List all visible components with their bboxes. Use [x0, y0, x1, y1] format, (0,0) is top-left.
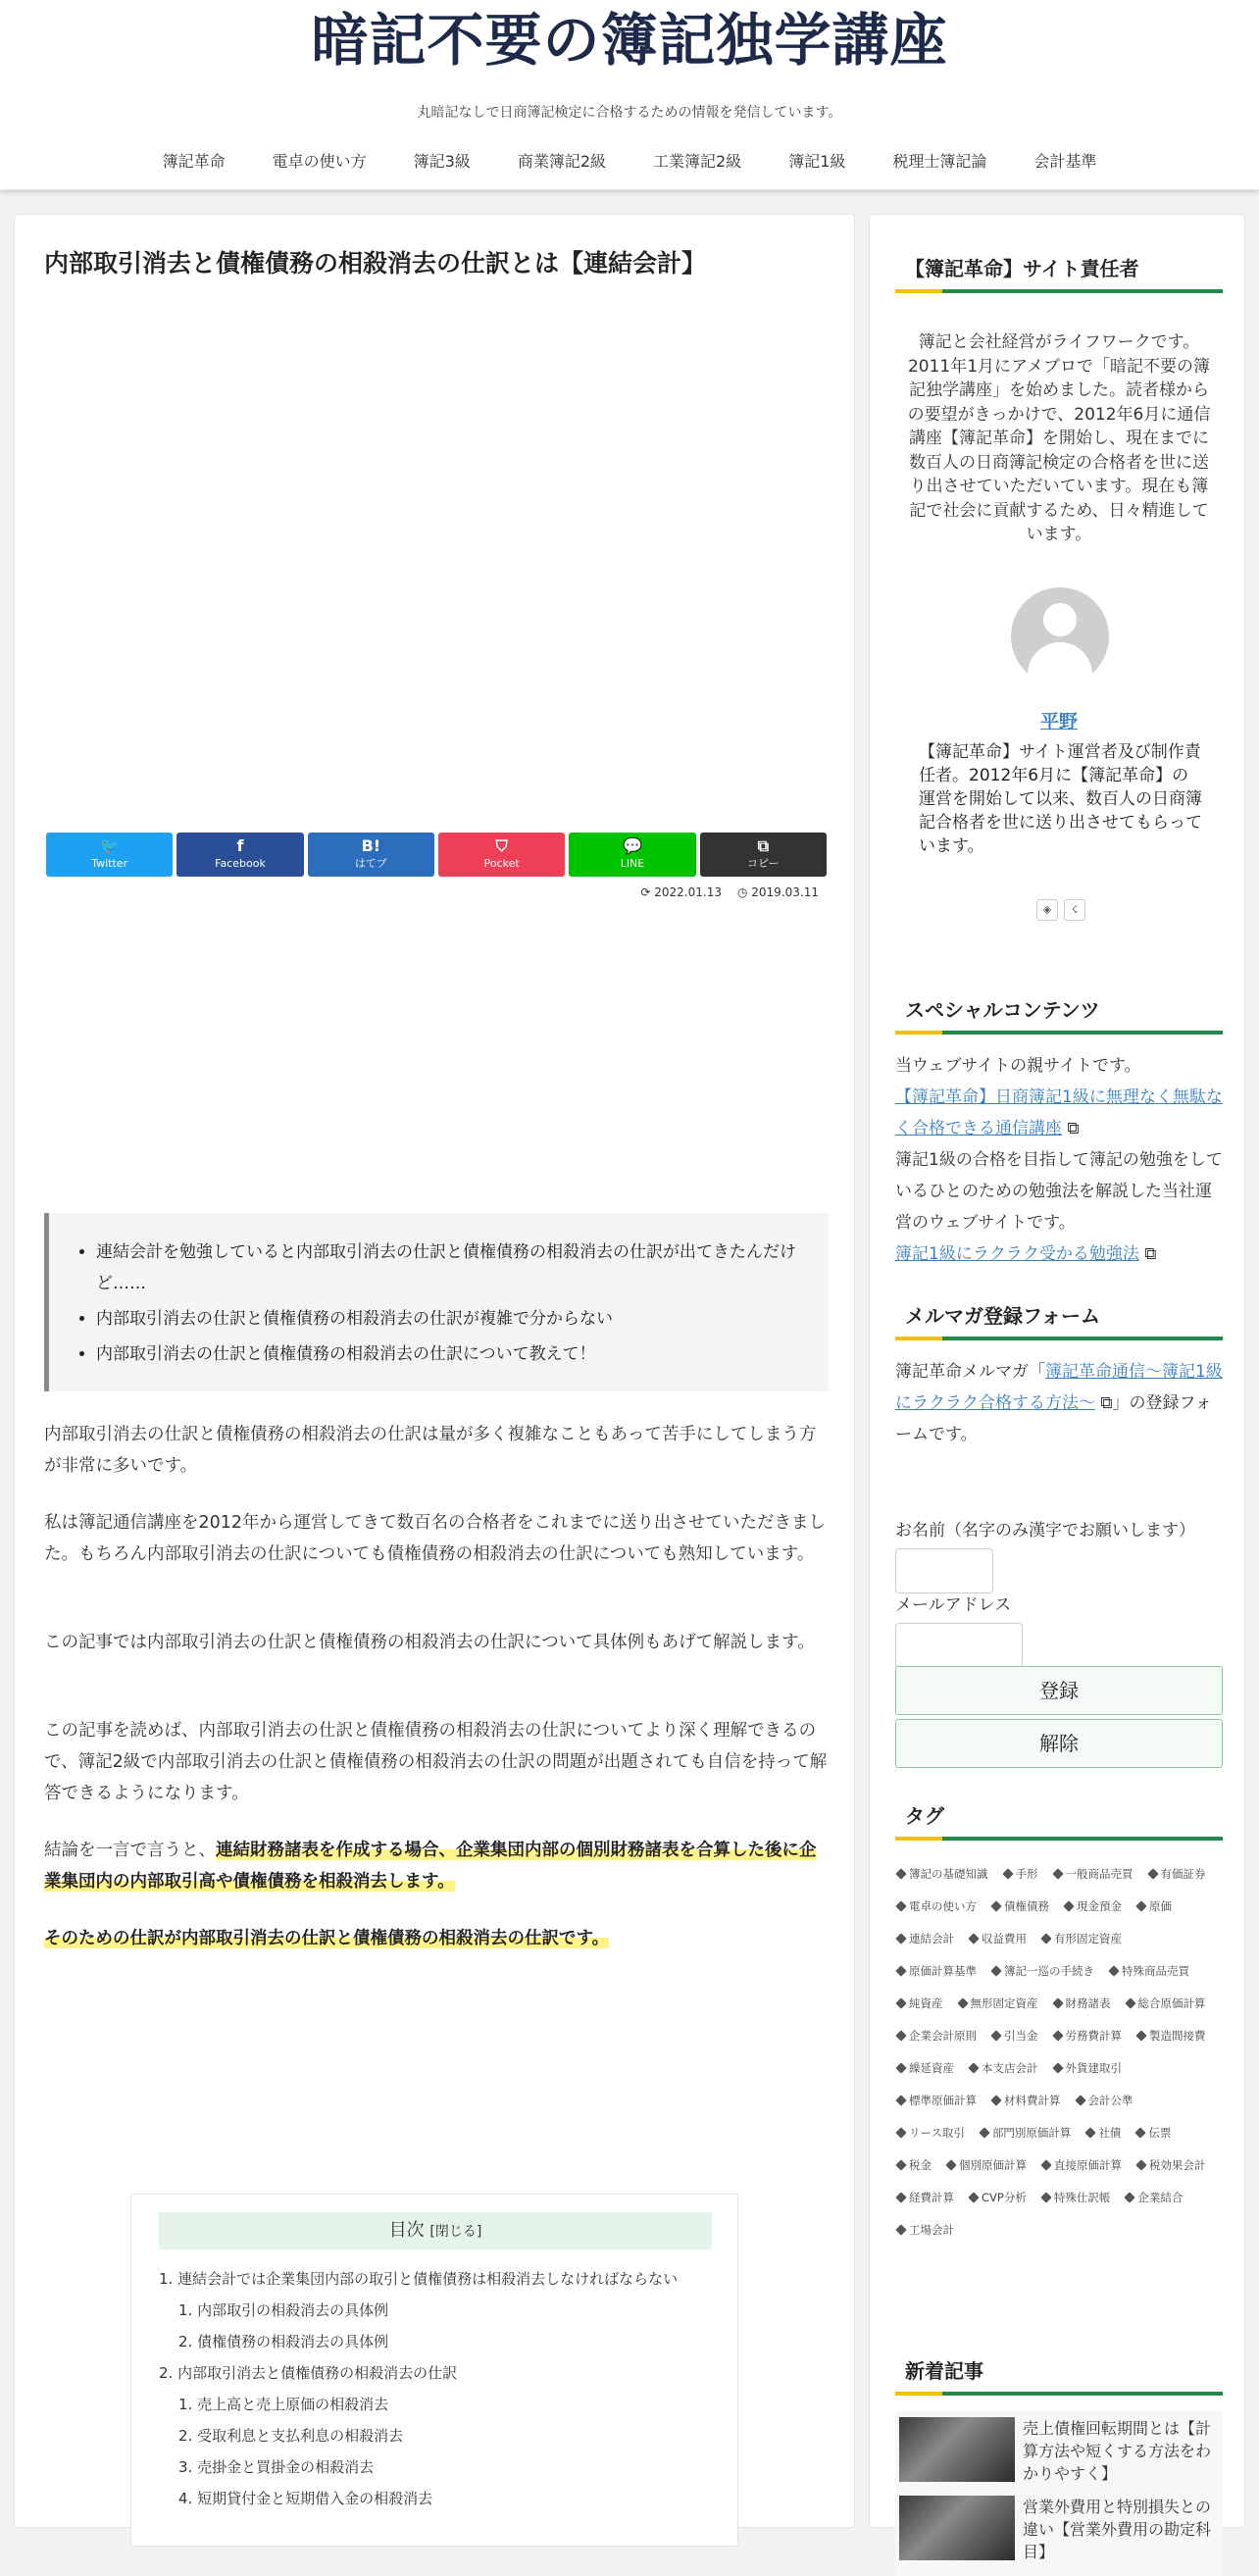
nav-item[interactable]: 工業簿記2級: [653, 152, 742, 171]
tag-link[interactable]: 繰延資産: [893, 2052, 962, 2085]
tag-link[interactable]: 有価証券: [1145, 1858, 1214, 1891]
tag-link[interactable]: 収益費用: [966, 1923, 1034, 1955]
tag-link[interactable]: 引当金: [988, 2020, 1046, 2052]
tag-link[interactable]: 個別原価計算: [943, 2149, 1034, 2182]
author-name-link[interactable]: 平野: [1039, 711, 1078, 732]
tag-link[interactable]: CVP分析: [966, 2182, 1034, 2214]
tag-link[interactable]: 外貨建取引: [1050, 2052, 1131, 2085]
profile-icons: [1036, 899, 1085, 921]
toc-title: 目次 [閉じる]: [159, 2212, 712, 2249]
toc-item[interactable]: 4. 短期貸付金と短期借入金の相殺消去: [178, 2490, 433, 2507]
feedly-icon[interactable]: ◈: [1036, 899, 1058, 921]
sns-label: Twitter: [91, 857, 128, 870]
article-thumbnail: [899, 2417, 1015, 2482]
toc-item[interactable]: 2. 受取利息と支払利息の相殺消去: [178, 2427, 404, 2445]
widget-title-tags: タグ: [895, 1797, 1223, 1841]
updated-date: ⟳ 2022.01.13: [640, 885, 722, 899]
tag-link[interactable]: 簿記の基礎知識: [893, 1858, 996, 1891]
author-avatar: [1011, 587, 1109, 685]
sns-share-buttons: [46, 833, 827, 877]
name-label: お名前（名字のみ漢字でお願いします）: [895, 1521, 1195, 1541]
tag-link[interactable]: 純資産: [893, 1988, 951, 2020]
paragraph: この記事では内部取引消去の仕訳と債権債務の相殺消去の仕訳について具体例もあげて解説します。: [44, 1633, 815, 1652]
widget-title-new: 新着記事: [895, 2352, 1223, 2396]
author-description: 【簿記革命】サイト運営者及び制作責任者。2012年6月に【簿記革命】の運営を開始して以来、数百人の日商簿記合格者を世に送り出させてもらっています。: [919, 742, 1202, 856]
line-share-button[interactable]: [569, 833, 695, 877]
site-tagline: 丸暗記なしで日商簿記検定に合格するための情報を発信しています。: [417, 105, 842, 121]
tag-link[interactable]: 財務諸表: [1050, 1988, 1119, 2020]
tag-link[interactable]: 債権債務: [988, 1891, 1057, 1923]
line-icon: 💬: [623, 836, 642, 855]
external-link-icon: ⧉: [1095, 1393, 1113, 1413]
toc-item[interactable]: 1. 売上高と売上原価の相殺消去: [178, 2396, 389, 2413]
new-article-item[interactable]: [895, 2490, 1223, 2576]
tag-link[interactable]: 電卓の使い方: [893, 1891, 984, 1923]
hatena-share-button[interactable]: [308, 833, 434, 877]
tag-link[interactable]: 企業結合: [1122, 2182, 1190, 2214]
tag-link[interactable]: 一般商品売買: [1050, 1858, 1141, 1891]
new-article-title[interactable]: 営業外費用と特別損失との違い【営業外費用の勘定科目】: [1023, 2498, 1212, 2561]
tag-link[interactable]: 現金預金: [1061, 1891, 1130, 1923]
facebook-share-button[interactable]: [176, 833, 303, 877]
tag-link[interactable]: 労務費計算: [1050, 2020, 1131, 2052]
site-header: [0, 0, 1259, 137]
pocket-icon: ⛉: [495, 836, 508, 855]
tag-link[interactable]: 社債: [1083, 2117, 1129, 2149]
toc-item[interactable]: 2. 債権債務の相殺消去の具体例: [178, 2333, 389, 2350]
tag-link[interactable]: 原価計算基準: [893, 1955, 984, 1988]
register-button[interactable]: 登録: [895, 1666, 1223, 1715]
published-date: ◷ 2019.03.11: [736, 885, 819, 899]
quote-item: • 内部取引消去の仕訳と債権債務の相殺消去の仕訳が複雑で分からない: [96, 1303, 812, 1335]
tag-link[interactable]: 部門別原価計算: [977, 2117, 1080, 2149]
tag-link[interactable]: 本支店会計: [966, 2052, 1046, 2085]
toc-item[interactable]: 1. 連結会計では企業集団内部の取引と債権債務は相殺消去しなければならない: [159, 2270, 679, 2288]
tag-link[interactable]: リース取引: [893, 2117, 973, 2149]
new-article-item[interactable]: [895, 2411, 1223, 2498]
tag-link[interactable]: 伝票: [1133, 2117, 1179, 2149]
tag-link[interactable]: 税効果会計: [1133, 2149, 1214, 2182]
twitter-icon: 🐦: [99, 836, 120, 855]
tag-link[interactable]: 税金: [893, 2149, 939, 2182]
twitter-share-button[interactable]: [46, 833, 173, 877]
tag-link[interactable]: 工場会計: [893, 2214, 962, 2247]
conclusion-paragraph: 結論を一言で言うと、連結財務諸表を作成する場合、企業集団内部の個別財務諸表を合算した後に企業集団内の内部取引高や債権債務を相殺消去します。: [44, 1841, 817, 1892]
sns-label: Facebook: [215, 857, 266, 870]
special-link-study[interactable]: 簿記1級にラクラク受かる勉強法: [895, 1244, 1139, 1264]
tag-link[interactable]: 企業会計原則: [893, 2020, 984, 2052]
toc-toggle[interactable]: [閉じる]: [429, 2224, 482, 2240]
global-nav: [0, 137, 1259, 190]
sns-label: コピー: [747, 857, 780, 870]
profile-text: 簿記と会社経営がライフワークです。2011年1月にアメブロで「暗記不要の簿記独学講座」を始めました。読者様からの要望がきっかけで、2012年6月に通信講座【簿記革命】を開始し、現在までに数百人の日商簿記検定の合格者を世に送り出させていただいています。現在も簿記で社会に貢献するため、日々精進しています。: [907, 332, 1211, 544]
tag-link[interactable]: 材料費計算: [988, 2085, 1069, 2117]
tag-link[interactable]: 総合原価計算: [1123, 1988, 1214, 2020]
mailmag-intro: 簿記革命メルマガ「簿記革命通信～簿記1級にラクラク合格する方法～ ⧉」の登録フォームです。: [895, 1362, 1223, 1444]
paragraph: この記事を読めば、内部取引消去の仕訳と債権債務の相殺消去の仕訳についてより深く理解できるので、簿記2級で内部取引消去の仕訳と債権債務の相殺消去の仕訳の問題が出題されても自信を持って解答できるようになります。: [44, 1721, 828, 1803]
tag-link[interactable]: 原価: [1133, 1891, 1180, 1923]
entry-title: 内部取引消去と債権債務の相殺消去の仕訳とは【連結会計】: [44, 249, 707, 278]
facebook-icon: f: [236, 836, 244, 855]
tag-link[interactable]: 経費計算: [893, 2182, 962, 2214]
name-input[interactable]: [895, 1548, 993, 1593]
sns-label: LINE: [620, 857, 645, 870]
widget-title-profile: 【簿記革命】サイト責任者: [895, 250, 1223, 293]
paragraph: 内部取引消去の仕訳と債権債務の相殺消去の仕訳は量が多く複雑なこともあって苦手にしてしまう方が非常に多いです。: [44, 1425, 817, 1476]
highlight-text: 連結財務諸表を作成する場合、企業集団内部の個別財務諸表を合算した後に企業集団内の内部取引高や債権債務を相殺消去します。: [44, 1841, 817, 1892]
tag-link[interactable]: 会計公準: [1073, 2085, 1141, 2117]
new-article-title[interactable]: 売上債権回転期間とは【計算方法や短くする方法をわかりやすく】: [1023, 2419, 1212, 2483]
table-of-contents: [130, 2194, 738, 2547]
nav-item[interactable]: 会計基準: [1033, 152, 1097, 171]
tag-link[interactable]: 直接原価計算: [1038, 2149, 1130, 2182]
copy-icon: ⧉: [757, 836, 770, 855]
copy-button[interactable]: [700, 833, 827, 877]
nav-item[interactable]: 税理士簿記論: [892, 152, 987, 171]
hatena-icon: B!: [361, 836, 381, 855]
special-contents: 当ウェブサイトの親サイトです。 【簿記革命】日商簿記1級に無理なく無駄なく合格できる通信講座 ⧉ 簿記1級の合格を目指して簿記の勉強をしているひとのための勉強法を解説した当社運営のウェブサイトです。 簿記1級にラクラク受かる勉強法 ⧉: [895, 1056, 1223, 1264]
tag-link[interactable]: 特殊仕訳帳: [1038, 2182, 1119, 2214]
tag-link[interactable]: 標準原価計算: [893, 2085, 984, 2117]
nav-item[interactable]: 簿記革命: [162, 152, 226, 171]
tag-link[interactable]: 無形固定資産: [955, 1988, 1046, 2020]
tag-link[interactable]: 手形: [1000, 1858, 1046, 1891]
email-input[interactable]: [895, 1623, 1023, 1668]
nav-item[interactable]: 商業簿記2級: [517, 152, 606, 171]
toc-item[interactable]: 2. 内部取引消去と債権債務の相殺消去の仕訳: [159, 2364, 458, 2382]
widget-title-mailmag: メルマガ登録フォーム: [895, 1297, 1223, 1340]
toc-item[interactable]: 3. 売掛金と買掛金の相殺消去: [178, 2458, 375, 2476]
quote-item: • 連結会計を勉強していると内部取引消去の仕訳と債権債務の相殺消去の仕訳が出てきたんだけど……: [96, 1237, 812, 1299]
toc-item[interactable]: 1. 内部取引の相殺消去の具体例: [178, 2301, 389, 2319]
tag-link[interactable]: 連結会計: [893, 1923, 962, 1955]
main-content: [14, 214, 855, 2528]
external-link-icon: ⧉: [1062, 1119, 1080, 1138]
unregister-button[interactable]: 解除: [895, 1719, 1223, 1768]
email-label: メールアドレス: [895, 1595, 1012, 1615]
highlight-text: そのための仕訳が内部取引消去の仕訳と債権債務の相殺消去の仕訳です。: [44, 1929, 610, 1948]
summary-paragraph: [44, 1923, 829, 1954]
post-dates: [640, 885, 819, 899]
paragraph: 私は簿記通信講座を2012年から運営してきて数百名の合格者をこれまでに送り出させていただきました。もちろん内部取引消去の仕訳についても債権債務の相殺消去の仕訳についても熟知しています。: [44, 1513, 827, 1564]
mailmag-link[interactable]: 簿記革命通信～簿記1級にラクラク合格する方法～: [895, 1362, 1223, 1413]
tag-link[interactable]: 簿記一巡の手続き: [988, 1955, 1102, 1988]
nav-item[interactable]: 簿記1級: [788, 152, 846, 171]
intro-blockquote: [44, 1213, 829, 1391]
tag-link[interactable]: 有形固定資産: [1038, 1923, 1130, 1955]
pocket-share-button[interactable]: [438, 833, 565, 877]
tag-link[interactable]: 製造間接費: [1133, 2020, 1214, 2052]
nav-item[interactable]: 電卓の使い方: [272, 152, 367, 171]
external-link-icon: ⧉: [1138, 1244, 1157, 1264]
sns-label: Pocket: [483, 857, 520, 870]
tag-cloud: [893, 1858, 1227, 2247]
quote-item: • 内部取引消去の仕訳と債権債務の相殺消去の仕訳について教えて！: [96, 1339, 812, 1370]
sidebar: [869, 214, 1245, 2561]
tag-link[interactable]: 特殊商品売買: [1106, 1955, 1197, 1988]
rss-icon[interactable]: ☇: [1064, 899, 1085, 921]
article-thumbnail: [899, 2496, 1015, 2560]
nav-item[interactable]: 簿記3級: [413, 152, 471, 171]
widget-title-special: スペシャルコンテンツ: [895, 991, 1223, 1035]
sns-label: はてブ: [354, 857, 387, 870]
special-link-course[interactable]: 【簿記革命】日商簿記1級に無理なく無駄なく合格できる通信講座: [895, 1087, 1223, 1138]
site-title[interactable]: 暗記不要の簿記独学講座: [311, 7, 948, 74]
